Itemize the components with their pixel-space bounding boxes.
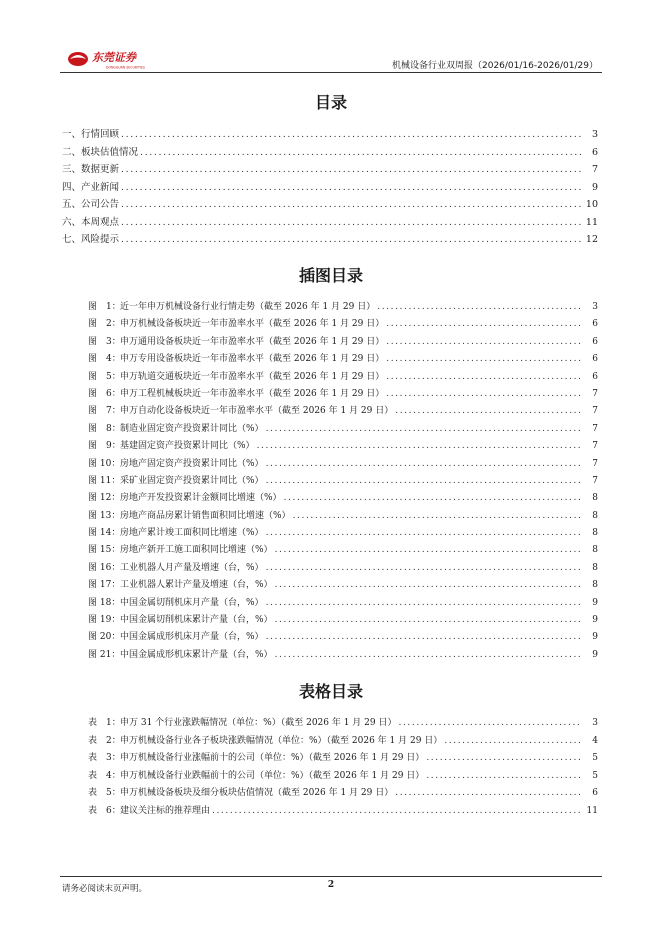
report-title: 机械设备行业双周报（2026/01/16-2026/01/29）: [392, 61, 598, 71]
figure-title: 申万通用设备板块近一年市盈率水平（截至 2026 年 1 月 29 日）: [120, 336, 385, 347]
table-number: 表 2：: [88, 735, 121, 746]
figure-item-label: [88, 386, 384, 399]
table-item-label: [88, 733, 442, 746]
main-toc-list: [62, 126, 598, 249]
figure-toc-item[interactable]: [88, 595, 598, 612]
leader-dots: [398, 718, 582, 728]
figure-item-page: 9: [592, 615, 598, 626]
figure-number: 图 3：: [88, 336, 121, 347]
page-header: [60, 44, 602, 73]
figure-number: 图 17：: [88, 580, 121, 591]
tables-toc-list: [88, 715, 598, 820]
figure-item-label: [88, 316, 384, 329]
figure-title: 中国金属切削机床累计产量（台，%）: [120, 615, 273, 626]
figure-number: 图 21：: [88, 649, 121, 660]
figure-toc-item[interactable]: [88, 351, 598, 368]
leader-dots: [395, 788, 582, 798]
leader-dots: [275, 650, 582, 660]
figure-title: 近一年申万机械设备行业行情走势（截至 2026 年 1 月 29 日）: [120, 302, 376, 312]
figure-item-page: 8: [592, 545, 598, 556]
figure-title: 申万机械设备板块近一年市盈率水平（截至 2026 年 1 月 29 日）: [120, 319, 385, 330]
figure-number: 图 13：: [88, 510, 121, 521]
figure-item-page: 3: [592, 302, 598, 312]
figure-title: 申万工程机械板块近一年市盈率水平（截至 2026 年 1 月 29 日）: [120, 388, 385, 399]
table-title: 申万机械设备板块及细分板块估值情况（截至 2026 年 1 月 29 日）: [120, 788, 394, 798]
figure-toc-item[interactable]: [88, 386, 598, 403]
table-toc-item[interactable]: [88, 715, 598, 733]
figure-item-page: 8: [592, 493, 598, 504]
figure-item-page: 7: [592, 441, 598, 452]
table-item-label: [88, 750, 424, 763]
leader-dots: [395, 406, 582, 416]
table-toc-item[interactable]: [88, 768, 598, 786]
figure-toc-item[interactable]: [88, 299, 598, 316]
leader-dots: [140, 147, 582, 158]
leader-dots: [386, 389, 582, 399]
figure-item-page: 6: [592, 319, 598, 330]
leader-dots: [266, 632, 582, 642]
leader-dots: [386, 337, 582, 347]
figure-number: 图 15：: [88, 545, 121, 556]
table-item-page: 6: [592, 788, 598, 798]
leader-dots: [275, 615, 582, 625]
toc-item-label: 五、公司公告: [62, 199, 120, 210]
table-item-label: [88, 715, 396, 728]
figure-item-label: [88, 612, 273, 625]
table-item-label: [88, 803, 210, 816]
leader-dots: [426, 771, 582, 781]
table-title: 建议关注标的推荐理由: [120, 805, 211, 816]
figure-number: 图 4：: [88, 354, 121, 365]
figure-toc-item[interactable]: [88, 647, 598, 664]
figure-title: 中国金属切削机床月产量（台，%）: [120, 597, 264, 608]
figure-number: 图 18：: [88, 597, 121, 608]
toc-item[interactable]: [62, 179, 598, 197]
figure-title: 采矿业固定资产投资累计同比（%）: [120, 475, 264, 486]
figure-item-label: [88, 647, 273, 660]
toc-item-label: 三、数据更新: [62, 164, 120, 175]
leader-dots: [275, 545, 582, 555]
table-title: 申万机械设备行业跌幅前十的公司（单位：%）（截至 2026 年 1 月 29 日）: [120, 770, 425, 781]
figure-toc-item[interactable]: [88, 473, 598, 490]
figure-item-page: 7: [592, 475, 598, 486]
leader-dots: [212, 806, 582, 816]
figure-toc-item[interactable]: [88, 629, 598, 646]
figure-item-label: [88, 560, 264, 573]
table-number: 表 6：: [88, 805, 121, 816]
leader-dots: [444, 736, 582, 746]
table-toc-item[interactable]: [88, 785, 598, 803]
table-toc-item[interactable]: [88, 733, 598, 751]
table-toc-item[interactable]: [88, 750, 598, 768]
leader-dots: [386, 372, 582, 382]
figure-number: 图 19：: [88, 615, 121, 626]
figure-item-page: 9: [592, 597, 598, 608]
toc-item-page: 3: [591, 129, 598, 140]
leader-dots: [386, 354, 582, 364]
leader-dots: [284, 493, 582, 503]
figure-item-label: [88, 473, 264, 486]
leader-dots: [121, 199, 582, 210]
figure-number: 图 7：: [88, 406, 121, 417]
logo-subtext: DONGGUAN SECURITIES: [106, 65, 145, 70]
page-number: 2: [327, 880, 335, 890]
figure-toc-item[interactable]: [88, 612, 598, 629]
toc-item[interactable]: [62, 214, 598, 232]
figure-title: 申万自动化设备板块近一年市盈率水平（截至 2026 年 1 月 29 日）: [120, 406, 394, 417]
toc-item-page: 9: [591, 181, 598, 193]
leader-dots: [266, 424, 582, 434]
figure-toc-item[interactable]: [88, 525, 598, 542]
toc-item-label: 二、板块估值情况: [62, 146, 139, 158]
table-toc-item[interactable]: [88, 803, 598, 821]
figure-toc-item[interactable]: [88, 560, 598, 577]
toc-item-label: 六、本周观点: [62, 216, 120, 228]
figure-number: 图 16：: [88, 562, 121, 573]
figure-title: 中国金属成形机床月产量（台，%）: [120, 632, 264, 643]
figure-toc-item[interactable]: [88, 334, 598, 351]
figure-item-label: [88, 438, 255, 451]
figure-toc-item[interactable]: [88, 542, 598, 559]
figure-item-label: [88, 456, 264, 469]
table-title: 申万 31 个行业涨跌幅情况（单位：%）（截至 2026 年 1 月 29 日）: [120, 718, 397, 728]
toc-item-page: 6: [591, 146, 598, 158]
figure-number: 图 12：: [88, 493, 121, 504]
figure-number: 图 9：: [88, 441, 121, 452]
figure-title: 工业机器人月产量及增速（台，%）: [120, 562, 264, 573]
leader-dots: [426, 753, 582, 763]
leader-dots: [266, 563, 582, 573]
table-item-label: [88, 785, 393, 798]
figure-toc-item[interactable]: [88, 490, 598, 507]
footer-disclaimer: 请务必阅读末页声明。: [62, 884, 148, 894]
leader-dots: [121, 164, 582, 175]
figure-item-label: [88, 299, 375, 312]
figure-item-page: 8: [592, 528, 598, 539]
toc-item-page: 11: [585, 216, 598, 228]
figure-toc-item[interactable]: [88, 456, 598, 473]
toc-title: 目录: [314, 93, 347, 112]
figure-item-label: [88, 351, 384, 364]
figure-item-page: 9: [592, 632, 598, 643]
figure-title: 申万专用设备板块近一年市盈率水平（截至 2026 年 1 月 29 日）: [120, 354, 385, 365]
figure-number: 图 6：: [88, 388, 121, 399]
figures-toc-title: 插图目录: [298, 266, 363, 285]
figure-item-page: 8: [592, 510, 598, 521]
toc-item[interactable]: [62, 231, 598, 249]
leader-dots: [386, 319, 582, 329]
table-item-page: 3: [592, 718, 598, 728]
leader-dots: [121, 129, 582, 140]
figure-item-label: [88, 629, 264, 642]
figure-toc-item[interactable]: [88, 369, 598, 386]
figure-number: 图 14：: [88, 528, 121, 539]
table-number: 表 1：: [88, 718, 121, 728]
figure-item-label: [88, 421, 264, 434]
figure-number: 图 2：: [88, 319, 121, 330]
figure-item-label: [88, 542, 273, 555]
figure-title: 基建固定资产投资累计同比（%）: [120, 441, 255, 452]
leader-dots: [121, 217, 582, 228]
table-title: 申万机械设备行业各子板块涨跌幅情况（单位：%）（截至 2026 年 1 月 29 日）: [120, 735, 443, 746]
leader-dots: [121, 234, 582, 245]
figures-toc-list: [88, 299, 598, 664]
table-item-page: 5: [592, 770, 598, 781]
figure-item-page: 7: [592, 423, 598, 434]
figure-title: 房地产累计竣工面积同比增速（%）: [120, 528, 264, 539]
logo-text: 东莞证券: [92, 51, 136, 64]
figure-title: 房地产新开工施工面积同比增速（%）: [120, 545, 273, 556]
toc-item-page: 7: [591, 164, 598, 175]
toc-item[interactable]: [62, 196, 598, 214]
toc-item[interactable]: [62, 161, 598, 179]
figure-title: 申万轨道交通板块近一年市盈率水平（截至 2026 年 1 月 29 日）: [120, 371, 385, 382]
company-logo: [66, 48, 216, 70]
figure-item-page: 6: [592, 336, 598, 347]
leader-dots: [293, 511, 582, 521]
toc-item-label: 四、产业新闻: [62, 181, 120, 193]
figure-item-label: [88, 525, 264, 538]
figure-toc-item[interactable]: [88, 577, 598, 594]
figure-toc-item[interactable]: [88, 316, 598, 333]
figure-item-page: 6: [592, 371, 598, 382]
figure-title: 房地产商品房累计销售面积同比增速（%）: [120, 510, 291, 521]
figure-item-label: [88, 508, 291, 521]
leader-dots: [266, 476, 582, 486]
figure-number: 图 1：: [88, 302, 121, 312]
figure-title: 制造业固定资产投资累计同比（%）: [120, 423, 264, 434]
figure-item-label: [88, 369, 384, 382]
leader-dots: [377, 302, 582, 312]
figure-item-label: [88, 334, 384, 347]
table-title: 申万机械设备行业涨幅前十的公司（单位：%）（截至 2026 年 1 月 29 日）: [120, 753, 425, 763]
footer-divider: [60, 876, 602, 877]
figure-title: 房地产开发投资累计金额同比增速（%）: [120, 493, 282, 504]
figure-title: 工业机器人累计产量及增速（台，%）: [120, 580, 273, 591]
figure-title: 房地产固定资产投资累计同比（%）: [120, 458, 264, 469]
leader-dots: [266, 528, 582, 538]
table-number: 表 4：: [88, 770, 121, 781]
leader-dots: [257, 441, 582, 451]
figure-item-page: 7: [592, 458, 598, 469]
toc-item-label: 一、行情回顾: [62, 129, 120, 140]
toc-item[interactable]: [62, 126, 598, 144]
toc-item-label: 七、风险提示: [62, 234, 120, 245]
table-item-label: [88, 768, 424, 781]
figure-item-label: [88, 577, 273, 590]
figure-item-page: 6: [592, 354, 598, 365]
figure-item-page: 8: [592, 562, 598, 573]
table-number: 表 3：: [88, 753, 121, 763]
figure-toc-item[interactable]: [88, 421, 598, 438]
toc-item[interactable]: [62, 144, 598, 162]
figure-number: 图 20：: [88, 632, 121, 643]
figure-item-label: [88, 403, 393, 416]
figure-number: 图 5：: [88, 371, 121, 382]
table-item-page: 5: [592, 753, 598, 763]
figure-toc-item[interactable]: [88, 508, 598, 525]
leader-dots: [275, 580, 582, 590]
figure-number: 图 8：: [88, 423, 121, 434]
leader-dots: [121, 182, 582, 193]
table-number: 表 5：: [88, 788, 121, 798]
table-item-page: 4: [592, 735, 598, 746]
figure-title: 中国金属成形机床累计产量（台，%）: [120, 649, 273, 660]
figure-item-page: 7: [592, 406, 598, 417]
tables-toc-title: 表格目录: [298, 682, 363, 701]
figure-number: 图 11：: [88, 475, 121, 486]
figure-toc-item[interactable]: [88, 438, 598, 455]
toc-item-page: 12: [585, 234, 598, 245]
figure-toc-item[interactable]: [88, 403, 598, 420]
figure-item-page: 9: [592, 649, 598, 660]
table-item-page: 11: [586, 805, 598, 816]
figure-item-page: 8: [592, 580, 598, 591]
figure-item-label: [88, 595, 264, 608]
figure-item-label: [88, 490, 282, 503]
leader-dots: [266, 598, 582, 608]
toc-item-page: 10: [585, 199, 598, 210]
leader-dots: [266, 459, 582, 469]
figure-number: 图 10：: [88, 458, 121, 469]
figure-item-page: 7: [592, 388, 598, 399]
